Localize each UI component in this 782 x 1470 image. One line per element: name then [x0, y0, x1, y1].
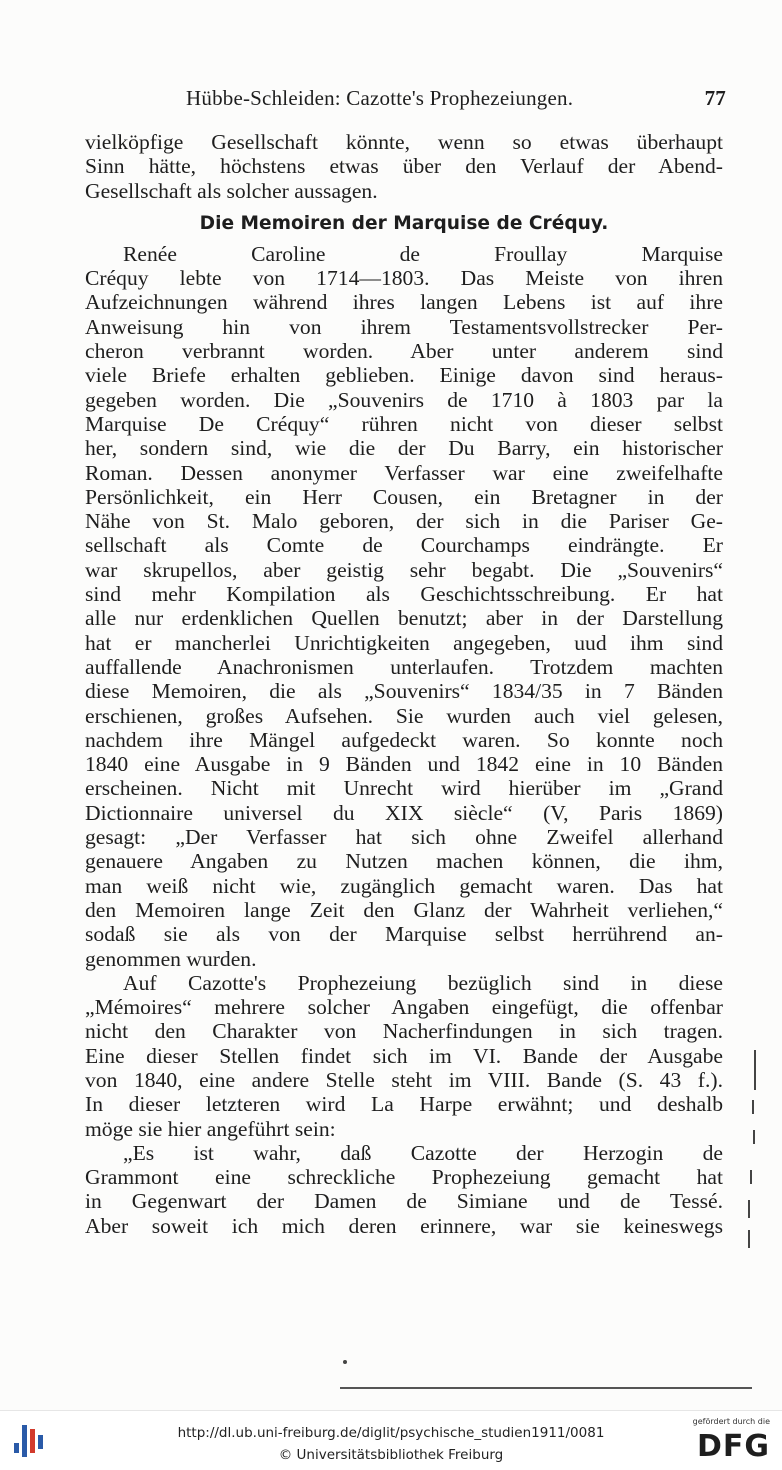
scan-speck [343, 1360, 347, 1364]
text-line: „Es ist wahr, daß Cazotte der Herzogin de [123, 1140, 723, 1165]
text-line: nicht den Charakter von Nacherfindungen in sich tragen. [85, 1019, 723, 1044]
text-line: diese Memoiren, die als „Souvenirs“ 1834/35 in 7 Bänden [85, 679, 723, 704]
text-line: sind mehr Kompilation als Geschichtsschreibung. Er hat [85, 582, 723, 607]
copyright-text: © Universitätsbibliothek Freiburg [278, 1447, 504, 1463]
section-heading: Die Memoiren der Marquise de Créquy. [199, 212, 609, 234]
text-line: her, sondern sind, wie die der Du Barry, ein historischer [85, 436, 723, 461]
bottom-rule [340, 1387, 752, 1389]
text-line: hat er mancherlei Unrichtigkeiten angegeben, uud ihm sind [85, 630, 723, 655]
dfg-logo: DFG [696, 1429, 770, 1464]
page-body [85, 130, 723, 1238]
text-line: 1840 eine Ausgabe in 9 Bänden und 1842 eine in 10 Bänden [85, 752, 723, 777]
text-line: cheron verbrannt worden. Aber unter anderem sind [85, 339, 723, 364]
text-line: erscheinen. Nicht mit Unrecht wird hierüber im „Grand [85, 776, 723, 801]
text-line: „Mémoires“ mehrere solcher Angaben eingefügt, die offenbar [85, 995, 723, 1020]
text-line: Nähe von St. Malo geboren, der sich in die Pariser Ge- [85, 509, 723, 534]
text-line: vielköpfige Gesellschaft könnte, wenn so etwas überhaupt [85, 130, 723, 154]
text-line: Sinn hätte, höchstens etwas über den Verlauf der Abend- [85, 154, 723, 179]
header-title: Hübbe-Schleiden: Cazotte's Prophezeiungen. [186, 86, 574, 110]
text-line: möge sie hier angeführt sein: [85, 1116, 336, 1141]
text-line: auffallende Anachronismen unterlaufen. Trotzdem machten [85, 654, 723, 679]
text-line: genommen wurden. [85, 946, 257, 971]
text-line: man weiß nicht wie, zugänglich gemacht waren. Das hat [85, 873, 723, 898]
running-header [186, 86, 726, 116]
text-line: Renée Caroline de Froullay Marquise [123, 241, 723, 266]
text-line: Grammont eine schreckliche Prophezeiung gemacht hat [85, 1165, 723, 1190]
text-line: von 1840, eine andere Stelle steht im VIII. Bande (S. 43 f.). [85, 1067, 723, 1092]
text-line: viele Briefe erhalten geblieben. Einige davon sind heraus- [85, 363, 723, 388]
text-line: erschienen, großes Aufsehen. Sie wurden auch viel gelesen, [85, 703, 723, 728]
page-number: 77 [704, 86, 726, 110]
text-line: war skrupellos, aber geistig sehr begabt. Die „Souvenirs“ [85, 557, 723, 582]
text-line: Persönlichkeit, ein Herr Cousen, ein Bretagner in der [85, 484, 723, 509]
text-line: Aufzeichnungen während ihres langen Lebens ist auf ihre [85, 290, 723, 315]
text-line: nachdem ihre Mängel aufgedeckt waren. So konnte noch [85, 727, 723, 752]
text-line: gesagt: „Der Verfasser hat sich ohne Zweifel allerhand [85, 825, 723, 850]
dfg-label: gefördert durch die [692, 1417, 770, 1426]
text-line: Aber soweit ich mich deren erinnere, war sie keineswegs [85, 1213, 723, 1238]
text-line: Auf Cazotte's Prophezeiung bezüglich sind in diese [123, 970, 723, 995]
text-line: sodaß sie als von der Marquise selbst herrührend an- [85, 922, 723, 947]
text-line: Eine dieser Stellen findet sich im VI. Bande der Ausgabe [85, 1043, 723, 1068]
text-line: den Memoiren lange Zeit den Glanz der Wahrheit verliehen,“ [85, 897, 723, 922]
source-url-link[interactable]: http://dl.ub.uni-freiburg.de/diglit/psychische_studien1911/0081 [177, 1425, 605, 1441]
text-line: sellschaft als Comte de Courchamps eindrängte. Er [85, 533, 723, 558]
text-line: Anweisung hin von ihrem Testamentsvollstrecker Per- [85, 314, 723, 339]
text-line: Roman. Dessen anonymer Verfasser war eine zweifelhafte [85, 460, 723, 485]
text-line: Dictionnaire universel du XIX siècle“ (V, Paris 1869) [85, 800, 723, 825]
text-line: Marquise De Créquy“ rühren nicht von dieser selbst [85, 411, 723, 436]
text-line: Gesellschaft als solcher aussagen. [85, 178, 378, 203]
text-line: In dieser letzteren wird La Harpe erwähnt; und deshalb [85, 1092, 723, 1117]
library-footer [0, 1410, 782, 1470]
text-line: in Gegenwart der Damen de Simiane und de Tessé. [85, 1189, 723, 1214]
text-line: gegeben worden. Die „Souvenirs de 1710 à 1803 par la [85, 387, 723, 412]
text-line: alle nur erdenklichen Quellen benutzt; aber in der Darstellung [85, 606, 723, 631]
text-line: genauere Angaben zu Nutzen machen können, die ihm, [85, 849, 723, 874]
text-line: Créquy lebte von 1714—1803. Das Meiste von ihren [85, 266, 723, 291]
margin-marks [744, 1030, 768, 1250]
